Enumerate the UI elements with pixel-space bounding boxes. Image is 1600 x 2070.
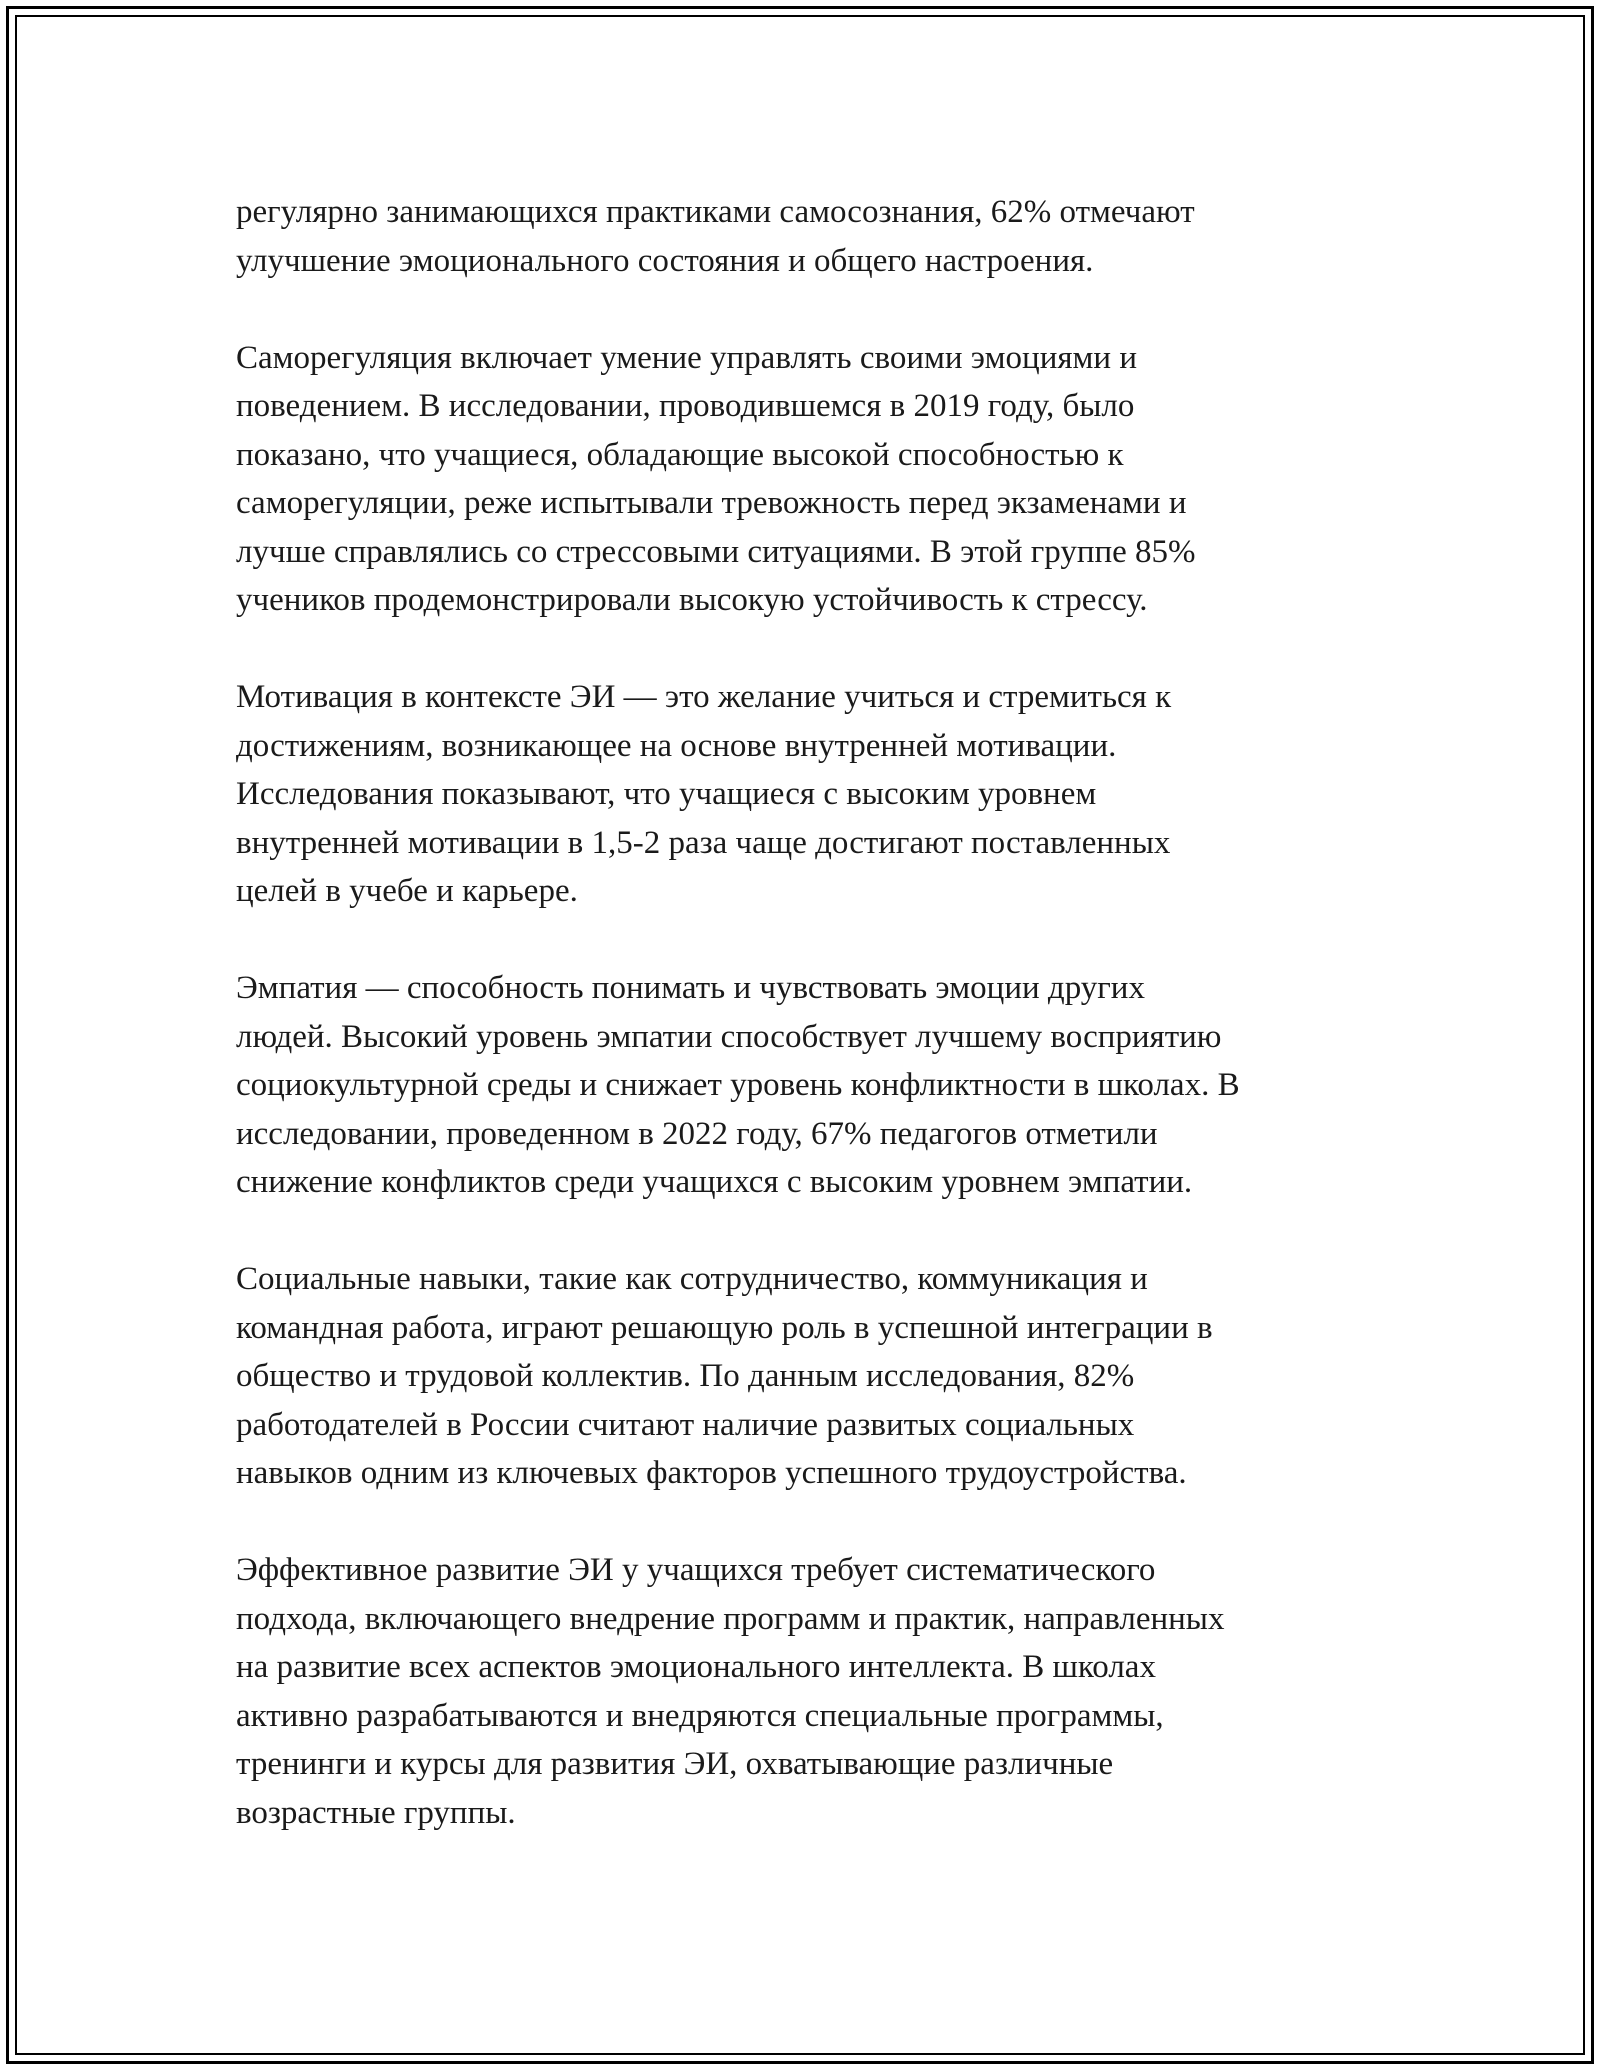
- text-line: подхода, включающего внедрение программ и практик, направленных: [236, 1600, 1225, 1637]
- paragraph-effective-development: [236, 1546, 1366, 1837]
- text-line: Эффективное развитие ЭИ у учащихся требует систематического: [236, 1552, 1156, 1588]
- text-line: работодателей в России считают наличие развитых социальных: [236, 1406, 1135, 1443]
- text-line: целей в учебе и карьере.: [236, 873, 578, 909]
- paragraph-motivation: [236, 673, 1366, 916]
- text-line: внутренней мотивации в 1,5-2 раза чаще достигают поставленных: [236, 824, 1171, 861]
- text-line: социокультурной среды и снижает уровень конфликтности в школах. В: [236, 1067, 1240, 1103]
- text-line: активно разрабатываются и внедряются специальные программы,: [236, 1697, 1164, 1734]
- text-line: снижение конфликтов среди учащихся с высоким уровнем эмпатии.: [236, 1164, 1193, 1200]
- paragraph-empathy: [236, 964, 1366, 1207]
- paragraph-self-regulation: [236, 334, 1366, 625]
- paragraph-self-awareness-tail: [236, 188, 1366, 285]
- text-line: людей. Высокий уровень эмпатии способствует лучшему восприятию: [236, 1018, 1222, 1055]
- document-body: [236, 188, 1366, 1886]
- text-line: тренинги и курсы для развития ЭИ, охватывающие различные: [236, 1746, 1114, 1782]
- text-line: исследовании, проведенном в 2022 году, 67% педагогов отметили: [236, 1115, 1158, 1152]
- text-line: саморегуляции, реже испытывали тревожность перед экзаменами и: [236, 485, 1187, 521]
- text-line: лучше справлялись со стрессовыми ситуациями. В этой группе 85%: [236, 533, 1196, 570]
- text-line: регулярно занимающихся практиками самосознания, 62% отмечают: [236, 194, 1195, 230]
- text-line: возрастные группы.: [236, 1794, 516, 1831]
- paragraph-social-skills: [236, 1255, 1366, 1498]
- text-line: Эмпатия — способность понимать и чувствовать эмоции других: [236, 970, 1145, 1006]
- text-line: достижениям, возникающее на основе внутренней мотивации.: [236, 727, 1117, 764]
- text-line: навыков одним из ключевых факторов успешного трудоустройства.: [236, 1455, 1187, 1491]
- text-line: улучшение эмоционального состояния и общего настроения.: [236, 242, 1094, 279]
- text-line: поведением. В исследовании, проводившемся в 2019 году, было: [236, 388, 1135, 424]
- text-line: на развитие всех аспектов эмоционального интеллекта. В школах: [236, 1649, 1156, 1685]
- text-line: Социальные навыки, такие как сотрудничество, коммуникация и: [236, 1261, 1148, 1297]
- text-line: учеников продемонстрировали высокую устойчивость к стрессу.: [236, 582, 1148, 618]
- text-line: командная работа, играют решающую роль в успешной интеграции в: [236, 1309, 1213, 1346]
- text-line: Саморегуляция включает умение управлять своими эмоциями и: [236, 339, 1138, 376]
- text-line: общество и трудовой коллектив. По данным исследования, 82%: [236, 1358, 1135, 1394]
- text-line: Мотивация в контексте ЭИ — это желание учиться и стремиться к: [236, 679, 1172, 715]
- text-line: Исследования показывают, что учащиеся с высоким уровнем: [236, 776, 1097, 812]
- text-line: показано, что учащиеся, обладающие высокой способностью к: [236, 436, 1124, 473]
